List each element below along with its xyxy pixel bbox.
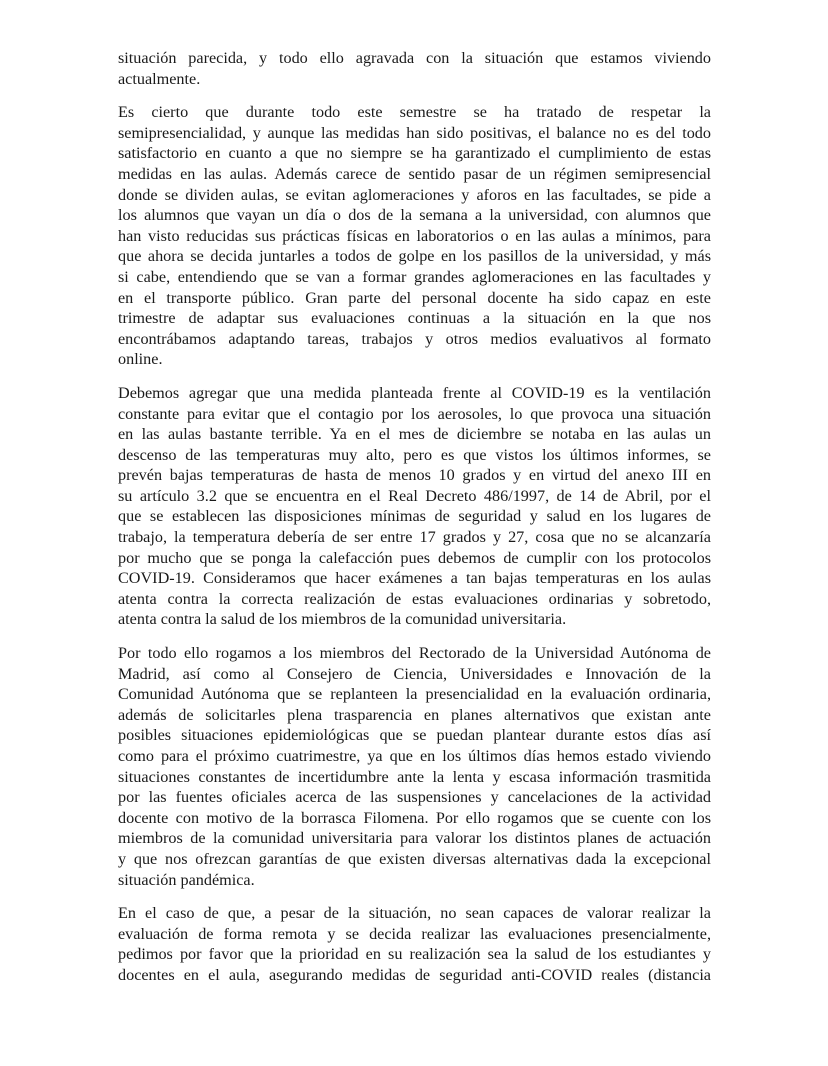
paragraph	[118, 48, 711, 89]
text-line: Por todo ello rogamos a los miembros del Rectorado de la Universidad Autónoma de	[118, 644, 711, 663]
text-line: si cabe, entendiendo que se van a formar grandes aglomeraciones en las facultades y	[118, 267, 711, 286]
text-line: que se establecen las disposiciones mínimas de seguridad y salud en los lugares de	[118, 507, 711, 526]
text-line: además de solicitarles plena trasparencia en planes alternativos que existan ante	[118, 705, 711, 724]
text-line: online.	[118, 350, 163, 369]
text-line: actualmente.	[118, 69, 201, 88]
text-line: que ahora se decida juntarles a todos de golpe en los pasillos de la universidad, y más	[118, 247, 711, 266]
text-line: han visto reducidas sus prácticas físicas en laboratorios o en las aulas a mínimos, para	[118, 226, 711, 245]
paragraph	[118, 383, 711, 630]
text-line: trabajo, la temperatura debería de ser entre 17 grados y 27, cosa que no se alcanzaría	[118, 528, 711, 547]
text-line: Es cierto que durante todo este semestre se ha tratado de respetar la	[118, 103, 711, 122]
text-line: miembros de la comunidad universitaria para valorar los distintos planes de actuación	[118, 829, 711, 848]
text-line: posibles situaciones epidemiológicas que se puedan plantear durante estos días así	[118, 726, 711, 745]
text-line: atenta contra la salud de los miembros de la comunidad universitaria.	[118, 610, 567, 629]
text-line: por las fuentes oficiales acerca de las suspensiones y cancelaciones de la actividad	[118, 788, 711, 807]
paragraph	[118, 102, 711, 370]
text-line: semipresencialidad, y aunque las medidas han sido positivas, el balance no es del todo	[118, 123, 711, 142]
text-line: donde se dividen aulas, se evitan aglomeraciones y aforos en las facultades, se pide a	[118, 185, 711, 204]
document-page	[118, 48, 711, 999]
text-line: por mucho que se ponga la calefacción pues debemos de cumplir con los protocolos	[118, 548, 711, 567]
text-line: trimestre de adaptar sus evaluaciones continuas a la situación en la que nos	[118, 309, 711, 328]
paragraph	[118, 643, 711, 890]
text-line: como para el próximo cuatrimestre, ya que en los últimos días hemos estado viviendo	[118, 747, 711, 765]
text-line: en el transporte público. Gran parte del personal docente ha sido capaz en este	[118, 288, 711, 307]
text-line: En el caso de que, a pesar de la situación, no sean capaces de valorar realizar la	[118, 904, 711, 923]
text-line: Comunidad Autónoma que se replanteen la presencialidad en la evaluación ordinaria,	[118, 685, 711, 704]
text-line: prevén bajas temperaturas de hasta de menos 10 grados y en virtud del anexo III en	[118, 466, 711, 485]
paragraph	[118, 903, 711, 985]
text-line: en las aulas bastante terrible. Ya en el mes de diciembre se notaba en las aulas un	[118, 425, 711, 444]
text-line: satisfactorio en cuanto a que no siempre se ha garantizado el cumplimiento de estas	[118, 144, 711, 163]
text-line: situación pandémica.	[118, 870, 255, 889]
text-line: medidas en las aulas. Además carece de sentido pasar de un régimen semipresencial	[118, 164, 711, 183]
text-line: y que nos ofrezcan garantías de que existen diversas alternativas dada la excepcional	[118, 849, 711, 868]
text-line: descenso de las temperaturas muy alto, pero es que vistos los últimos informes, se	[118, 445, 711, 464]
text-line: evaluación de forma remota y se decida realizar las evaluaciones presencialmente,	[118, 924, 711, 943]
text-line: los alumnos que vayan un día o dos de la semana a la universidad, con alumnos que	[118, 206, 711, 225]
text-line: Madrid, así como al Consejero de Ciencia, Universidades e Innovación de la	[118, 664, 711, 683]
text-line: docente con motivo de la borrasca Filomena. Por ello rogamos que se cuente con los	[118, 808, 711, 827]
text-line: encontrábamos adaptando tareas, trabajos y otros medios evaluativos al formato	[118, 329, 711, 348]
text-line: su artículo 3.2 que se encuentra en el Real Decreto 486/1997, de 14 de Abril, por el	[118, 486, 711, 505]
text-line: pedimos por favor que la prioridad en su realización sea la salud de los estudiantes y	[118, 945, 711, 964]
text-line: situaciones constantes de incertidumbre ante la lenta y escasa información trasmitida	[118, 767, 711, 786]
text-line: Debemos agregar que una medida planteada frente al COVID-19 es la ventilación	[118, 383, 711, 402]
text-line: atenta contra la correcta realización de estas evaluaciones ordinarias y sobretodo,	[118, 589, 711, 608]
text-line: docentes en el aula, asegurando medidas de seguridad anti-COVID reales (distancia	[118, 965, 711, 984]
text-line: situación parecida, y todo ello agravada con la situación que estamos viviendo	[118, 49, 711, 67]
text-line: COVID-19. Consideramos que hacer exámenes a tan bajas temperaturas en los aulas	[118, 569, 711, 588]
text-line: constante para evitar que el contagio por los aerosoles, lo que provoca una situación	[118, 404, 711, 423]
